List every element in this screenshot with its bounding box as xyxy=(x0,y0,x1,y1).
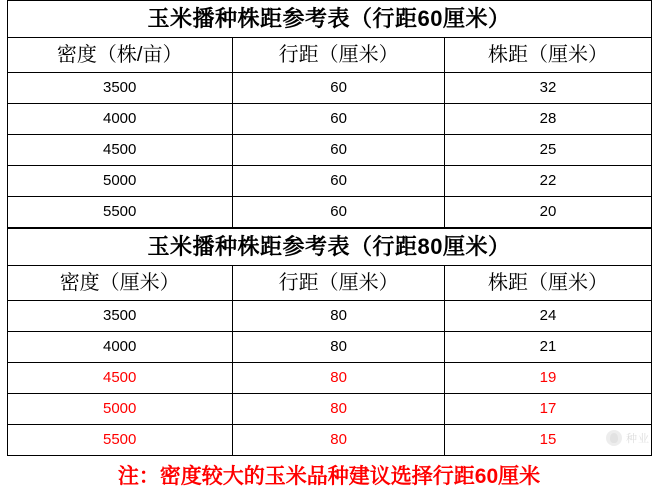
cell-density: 4000 xyxy=(7,104,232,135)
table-row xyxy=(7,73,651,104)
cell-density: 4500 xyxy=(7,363,232,394)
column-header-density: 密度（厘米） xyxy=(7,266,232,301)
table-header-row xyxy=(7,266,651,301)
table-row xyxy=(7,301,651,332)
cell-plant-spacing: 21 xyxy=(445,332,651,363)
cell-row-spacing: 60 xyxy=(232,73,445,104)
cell-plant-spacing: 22 xyxy=(445,166,651,197)
cell-plant-spacing: 28 xyxy=(445,104,651,135)
table-row xyxy=(7,425,651,456)
table-row-distance-80 xyxy=(7,228,652,456)
table-row-distance-60 xyxy=(7,0,652,228)
cell-row-spacing: 80 xyxy=(232,332,445,363)
table-row xyxy=(7,363,651,394)
cell-row-spacing: 60 xyxy=(232,166,445,197)
cell-plant-spacing: 24 xyxy=(445,301,651,332)
table-row xyxy=(7,166,651,197)
table-row xyxy=(7,394,651,425)
table-title: 玉米播种株距参考表（行距80厘米） xyxy=(7,229,651,266)
table-title-row xyxy=(7,229,651,266)
cell-row-spacing: 80 xyxy=(232,363,445,394)
column-header-row-spacing: 行距（厘米） xyxy=(232,38,445,73)
cell-plant-spacing: 25 xyxy=(445,135,651,166)
seed-logo-icon xyxy=(606,430,622,446)
table-row xyxy=(7,197,651,228)
table-row xyxy=(7,135,651,166)
column-header-plant-spacing: 株距（厘米） xyxy=(445,266,651,301)
cell-density: 3500 xyxy=(7,301,232,332)
cell-row-spacing: 60 xyxy=(232,135,445,166)
cell-plant-spacing: 19 xyxy=(445,363,651,394)
cell-plant-spacing: 17 xyxy=(445,394,651,425)
cell-density: 5000 xyxy=(7,166,232,197)
cell-plant-spacing: 32 xyxy=(445,73,651,104)
cell-row-spacing: 60 xyxy=(232,104,445,135)
column-header-density: 密度（株/亩） xyxy=(7,38,232,73)
cell-density: 4000 xyxy=(7,332,232,363)
watermark xyxy=(606,430,650,446)
cell-density: 4500 xyxy=(7,135,232,166)
cell-density: 5500 xyxy=(7,197,232,228)
table-row xyxy=(7,104,651,135)
cell-row-spacing: 60 xyxy=(232,197,445,228)
cell-plant-spacing: 15 xyxy=(445,425,651,456)
column-header-plant-spacing: 株距（厘米） xyxy=(445,38,651,73)
cell-density: 5500 xyxy=(7,425,232,456)
note-text: 注：密度较大的玉米品种建议选择行距60厘米 xyxy=(117,465,541,488)
cell-plant-spacing: 20 xyxy=(445,197,651,228)
cell-row-spacing: 80 xyxy=(232,394,445,425)
column-header-row-spacing: 行距（厘米） xyxy=(232,266,445,301)
cell-row-spacing: 80 xyxy=(232,425,445,456)
table-row xyxy=(7,332,651,363)
watermark-text: 种业 xyxy=(626,433,650,445)
table-title-row xyxy=(7,1,651,38)
table-header-row xyxy=(7,38,651,73)
cell-row-spacing: 80 xyxy=(232,301,445,332)
table-title: 玉米播种株距参考表（行距60厘米） xyxy=(7,1,651,38)
cell-density: 5000 xyxy=(7,394,232,425)
cell-density: 3500 xyxy=(7,73,232,104)
